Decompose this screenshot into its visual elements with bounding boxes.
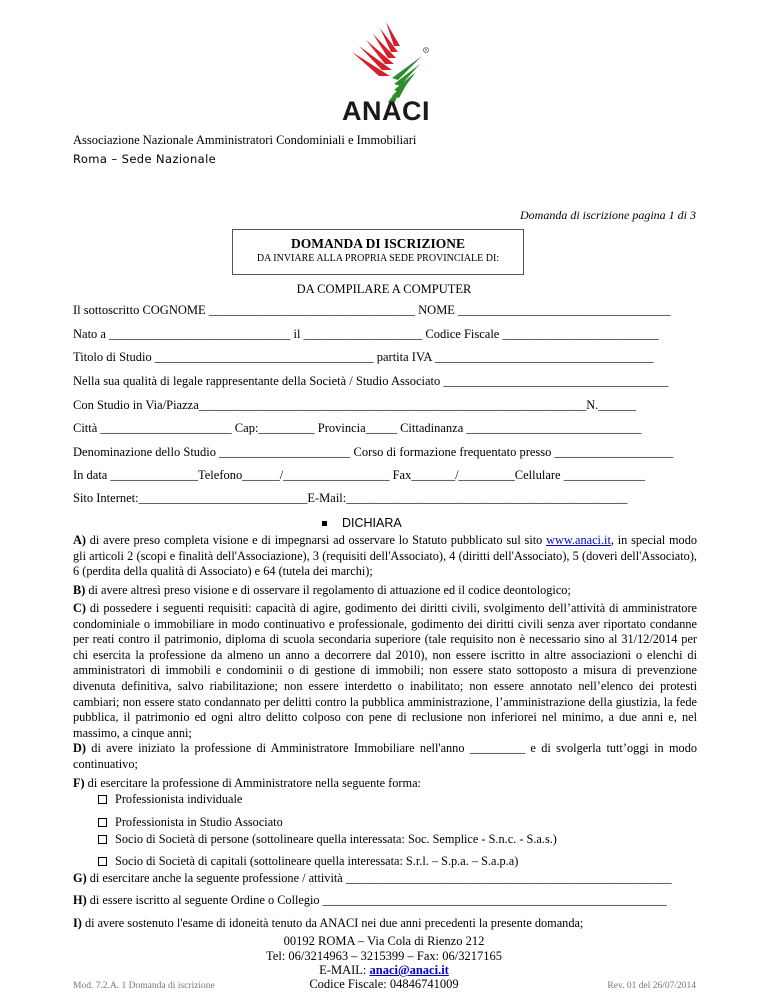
footer-codice-fiscale: Codice Fiscale: 04846741009 <box>309 977 459 991</box>
page-info: Domanda di iscrizione pagina 1 di 3 <box>520 208 696 222</box>
footer-rev: Rev. 01 del 26/07/2014 <box>607 981 696 991</box>
footer-email-label: E-MAIL: <box>319 963 370 977</box>
section-h: H) di essere iscritto al seguente Ordine o Collegio ________________________________________________________ <box>73 893 667 907</box>
option-professionista-individuale[interactable]: Professionista individuale <box>98 792 242 807</box>
field-cognome-nome[interactable]: Il sottoscritto COGNOME _________________________________ NOME __________________________________ <box>73 303 671 317</box>
section-g: G) di esercitare anche la seguente professione / attività _____________________________________________________ <box>73 871 672 885</box>
page-footer <box>0 934 768 949</box>
section-a: A) di avere preso completa visione e di impegnarsi ad osservare lo Statuto pubblicato sul sito www.anaci.it, in special modo gli articoli 2 (scopi e finalità dell'Associazione), 3 (requisiti dell'Associato), 4 (diritti dell'Associato), 5 (doveri dell'Associato), 6 (perdita della qualità di Associato) e 64 (tutela dei marchi); <box>73 533 698 579</box>
field-sito-email[interactable]: Sito Internet:___________________________E-Mail:_____________________________________________ <box>73 491 628 505</box>
brand-name: ANACI <box>342 96 430 126</box>
checkbox-icon[interactable] <box>98 835 107 844</box>
document-subtitle: DA INVIARE ALLA PROPRIA SEDE PROVINCIALE DI: <box>256 253 500 264</box>
statuto-link[interactable]: www.anaci.it <box>546 533 611 547</box>
field-rappresentante[interactable]: Nella sua qualità di legale rappresentante della Società / Studio Associato ____________________________________ <box>73 374 669 388</box>
section-i: I) di avere sostenuto l'esame di idoneità tenuto da ANACI nei due anni precedenti la presente domanda; <box>73 916 584 930</box>
sede-nazionale: Roma – Sede Nazionale <box>73 152 217 166</box>
svg-text:R: R <box>424 48 428 53</box>
option-societa-capitali[interactable]: Socio di Società di capitali (sottolineare quella interessata: S.r.l. – S.p.a. – S.a.p.a) <box>98 854 518 869</box>
field-studio-via[interactable]: Con Studio in Via/Piazza______________________________________________________________N.______ <box>73 398 636 412</box>
section-b: B) di avere altresì preso visione e di osservare il regolamento di attuazione ed il codice deontologico; <box>73 583 571 597</box>
section-c: C) di possedere i seguenti requisiti: capacità di agire, godimento dei diritti civili, svolgimento dell’attività di amministratore condominiale o immobiliare in modo continuativo e professionale, godimento dei diritti civili senza aver riportato condanne per reati contro il patrimonio, diploma di scuola secondaria superiore (tale requisito non è necessario sino al 31/12/2014 per chi esercita la professione da almeno un anno a decorrere dal 2010), non essere iscritto in altre associazioni o elenchi di amministratori di immobili e condominii o di gestione di immobili; non essere stato sottoposto a misura di prevenzione divenuta definitiva, salvo riabilitazione; non essere interdetto o inabilitato; non essere annotato nell’elenco dei protesti cambiari; non essere stato condannato per delitti contro la pubblica amministrazione, l’amministrazione della giustizia, la fede pubblica, il patrimonio ed ogni altro delitto colposo con pene di reclusione non inferiorei nel minimo, a due anni e, nel massimo, a cinque anni; <box>73 601 697 740</box>
checkbox-icon[interactable] <box>98 818 107 827</box>
option-societa-persone[interactable]: Socio di Società di persone (sottolineare quella interessata: Soc. Semplice - S.n.c. - S.a.s.) <box>98 832 557 847</box>
document-title: DOMANDA DI ISCRIZIONE <box>290 236 466 251</box>
page-footer-2 <box>0 949 768 964</box>
bullet-icon <box>322 521 327 526</box>
checkbox-icon[interactable] <box>98 795 107 804</box>
page-footer-3 <box>0 963 768 978</box>
footer-address-line: 00192 ROMA – Via Cola di Rienzo 212 <box>283 934 485 948</box>
section-f: F) di esercitare la professione di Amministratore nella seguente forma: <box>73 776 421 790</box>
checkbox-icon[interactable] <box>98 857 107 866</box>
footer-tel: Tel: 06/3214963 – 3215399 – Fax: 06/3217165 <box>266 949 502 963</box>
field-nascita[interactable]: Nato a _____________________________ il ___________________ Codice Fiscale _________________________ <box>73 327 659 341</box>
dichiara-heading: DICHIARA <box>322 516 402 530</box>
organization-name: Associazione Nazionale Amministratori Condominiali e Immobiliari <box>73 133 417 147</box>
compile-notice: DA COMPILARE A COMPUTER <box>296 282 472 296</box>
footer-mod: Mod. 7.2.A. 1 Domanda di iscrizione <box>73 981 215 991</box>
footer-email-link[interactable]: anaci@anaci.it <box>369 963 449 977</box>
field-data-telefono[interactable]: In data ______________Telefono______/_________________ Fax_______/_________Cellulare _____________ <box>73 468 645 482</box>
field-citta[interactable]: Città _____________________ Cap:_________ Provincia_____ Cittadinanza ____________________________ <box>73 421 642 435</box>
title-box <box>232 229 524 275</box>
option-studio-associato[interactable]: Professionista in Studio Associato <box>98 815 283 830</box>
field-titolo-studio[interactable]: Titolo di Studio ___________________________________ partita IVA ___________________________________ <box>73 350 654 364</box>
field-denominazione[interactable]: Denominazione dello Studio _____________________ Corso di formazione frequentato presso ___________________ <box>73 445 674 459</box>
section-d: D) di avere iniziato la professione di Amministratore Immobiliare nell'anno _________ e di svolgerla tutt’oggi in modo continuativo; <box>73 741 697 771</box>
